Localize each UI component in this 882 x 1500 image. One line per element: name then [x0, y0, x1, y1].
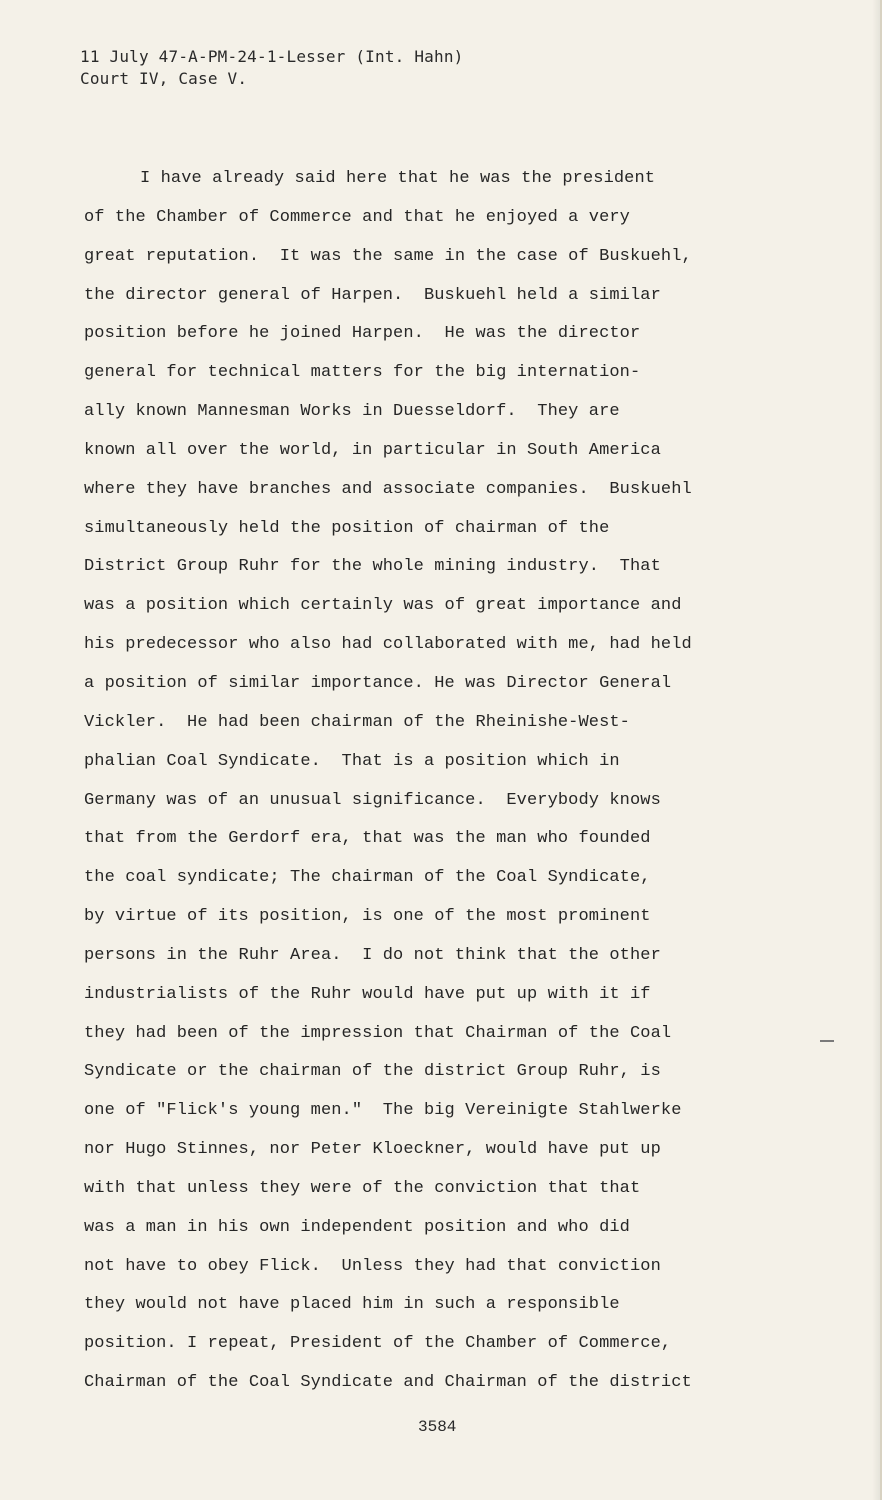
text-line: was a position which certainly was of great importance and: [84, 596, 682, 616]
text-line: by virtue of its position, is one of the most prominent: [84, 907, 651, 927]
text-line: they would not have placed him in such a responsible: [84, 1295, 620, 1315]
text-line: was a man in his own independent position and who did: [84, 1217, 630, 1237]
text-line: ally known Mannesman Works in Duesseldorf. They are: [84, 402, 620, 422]
text-line: Germany was of an unusual significance. Everybody knows: [84, 790, 661, 810]
document-header: [80, 46, 463, 90]
text-line: I have already said here that he was the president: [140, 169, 656, 188]
text-line: Chairman of the Coal Syndicate and Chairman of the district: [84, 1373, 692, 1393]
text-line: his predecessor who also had collaborated with me, had held: [84, 635, 692, 655]
header-line-2: Court IV, Case V.: [80, 69, 248, 88]
margin-dash-mark: [820, 1040, 834, 1042]
text-line: nor Hugo Stinnes, nor Peter Kloeckner, would have put up: [84, 1140, 661, 1160]
text-line: Vickler. He had been chairman of the Rheinishe-West-: [84, 712, 630, 732]
text-line: not have to obey Flick. Unless they had that conviction: [84, 1256, 661, 1276]
text-line: one of "Flick's young men." The big Vereinigte Stahlwerke: [84, 1101, 682, 1121]
text-line: the coal syndicate; The chairman of the Coal Syndicate,: [84, 868, 651, 888]
text-line: they had been of the impression that Chairman of the Coal: [84, 1023, 672, 1043]
text-line: general for technical matters for the big internation-: [84, 363, 641, 383]
text-line: the director general of Harpen. Buskuehl held a similar: [84, 285, 661, 305]
text-line: Syndicate or the chairman of the district Group Ruhr, is: [84, 1062, 661, 1082]
text-line: known all over the world, in particular in South America: [84, 440, 661, 460]
text-line: position. I repeat, President of the Chamber of Commerce,: [84, 1334, 672, 1354]
text-line: great reputation. It was the same in the case of Buskuehl,: [84, 246, 692, 266]
header-line-1: 11 July 47-A-PM-24-1-Lesser (Int. Hahn): [80, 47, 464, 66]
text-line: simultaneously held the position of chairman of the: [84, 518, 610, 538]
text-line: persons in the Ruhr Area. I do not think that the other: [84, 945, 661, 965]
text-line: where they have branches and associate companies. Buskuehl: [84, 479, 692, 499]
text-line: with that unless they were of the conviction that that: [84, 1178, 641, 1198]
text-line: position before he joined Harpen. He was the director: [84, 324, 641, 344]
page-number: 3584: [418, 1418, 457, 1436]
text-line: industrialists of the Ruhr would have put up with it if: [84, 984, 651, 1004]
text-line: District Group Ruhr for the whole mining industry. That: [84, 557, 661, 577]
testimony-body: [84, 160, 784, 1403]
text-line: a position of similar importance. He was Director General: [84, 673, 672, 693]
text-line: that from the Gerdorf era, that was the man who founded: [84, 829, 651, 849]
text-line: of the Chamber of Commerce and that he enjoyed a very: [84, 207, 630, 227]
page-edge-shadow: [872, 0, 880, 1500]
text-line: phalian Coal Syndicate. That is a position which in: [84, 751, 620, 771]
